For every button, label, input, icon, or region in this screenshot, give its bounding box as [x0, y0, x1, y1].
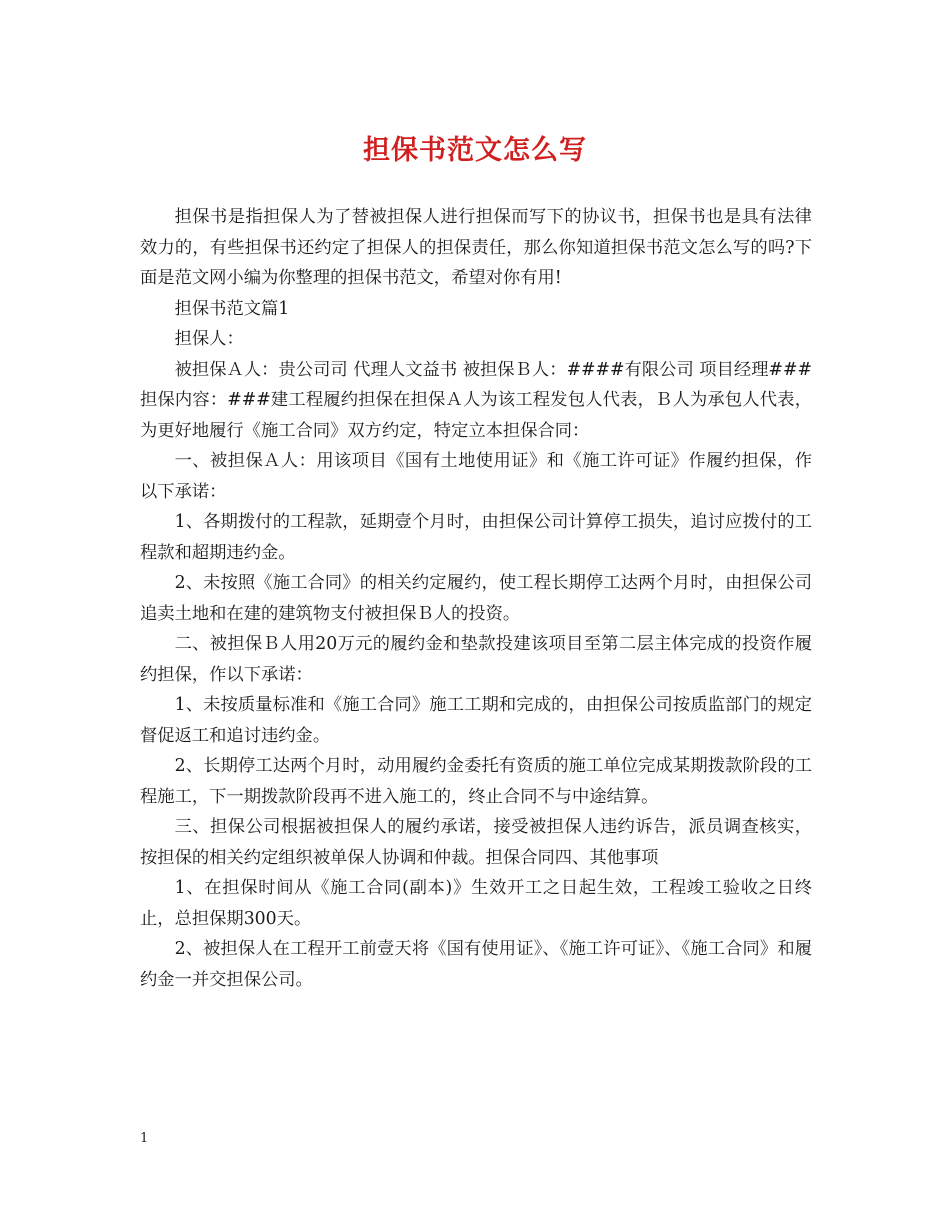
paragraph-clause-1-2: 2、未按照《施工合同》的相关约定履约，使工程长期停工达两个月时，由担保公司追卖土地和在建的建筑物支付被担保Ｂ人的投资。 [140, 573, 812, 624]
page-number: 1 [140, 1131, 149, 1146]
paragraph-clause-2-2: 2、长期停工达两个月时，动用履约金委托有资质的施工单位完成某期拨款阶段的工程施工，下一期拨款阶段再不进入施工的，终止合同不与中途结算。 [140, 756, 812, 807]
paragraph-clause-1: 一、被担保Ａ人：用该项目《国有土地使用证》和《施工许可证》作履约担保，作以下承诺： [140, 451, 812, 502]
paragraph-parties: 被担保Ａ人：贵公司司 代理人文益书 被担保Ｂ人：####有限公司 项目经理### 担保内容：###建工程履约担保在担保Ａ人为该工程发包人代表，Ｂ人为承包人代表，为更好地履行《施工合同》双方约定，特定立本担保合同： [140, 359, 812, 441]
paragraph-intro: 担保书是指担保人为了替被担保人进行担保而写下的协议书，担保书也是具有法律效力的，有些担保书还约定了担保人的担保责任，那么你知道担保书范文怎么写的吗?下面是范文网小编为你整理的担保书范文，希望对你有用! [140, 207, 812, 288]
paragraph-clause-1-1: 1、各期拨付的工程款，延期壹个月时，由担保公司计算停工损失，追讨应拨付的工程款和超期违约金。 [140, 512, 812, 563]
paragraph-guarantor: 担保人： [174, 329, 244, 349]
paragraph-clause-2-1: 1、未按质量标准和《施工合同》施工工期和完成的，由担保公司按质监部门的规定督促返工和追讨违约金。 [140, 695, 812, 746]
document-body [140, 202, 812, 995]
paragraph-clause-2: 二、被担保Ｂ人用20万元的履约金和垫款投建该项目至第二层主体完成的投资作履约担保，作以下承诺： [140, 634, 812, 685]
paragraph-clause-4-1: 1、在担保时间从《施工合同(副本)》生效开工之日起生效，工程竣工验收之日终止，总担保期300天。 [140, 878, 812, 929]
paragraph-section-heading: 担保书范文篇1 [174, 298, 290, 319]
paragraph-clause-4-2: 2、被担保人在工程开工前壹天将《国有使用证》、《施工许可证》、《施工合同》和履约金一并交担保公司。 [140, 939, 812, 990]
paragraph-clause-3: 三、担保公司根据被担保人的履约承诺，接受被担保人违约诉告，派员调查核实，按担保的相关约定组织被单保人协调和仲裁。担保合同四、其他事项 [140, 817, 812, 868]
document-title: 担保书范文怎么写 [363, 135, 587, 166]
